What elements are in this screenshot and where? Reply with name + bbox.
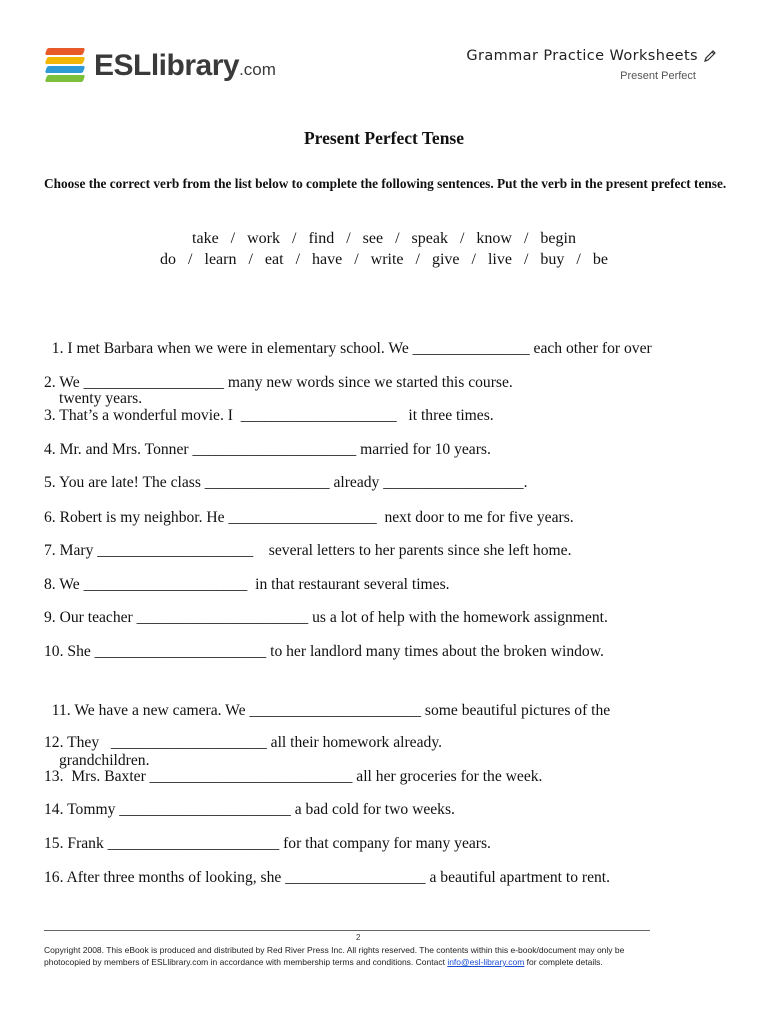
question-text: 7. Mary ____________________ several letters to her parents since she left home. — [44, 542, 572, 559]
question-text: 8. We _____________________ in that restaurant several times. — [44, 576, 450, 593]
question-text: 5. You are late! The class ________________ already __________________. — [44, 474, 528, 491]
worksheet-header — [466, 48, 718, 82]
instructions: Choose the correct verb from the list below to complete the following sentences. Put the verb in the present prefect tense. — [44, 176, 727, 191]
page-number: 2 — [356, 933, 361, 942]
question-10 — [44, 639, 754, 664]
question-16 — [44, 865, 754, 890]
series-title-text: Grammar Practice Worksheets — [466, 48, 698, 64]
question-text: 13. Mrs. Baxter __________________________ all her groceries for the week. — [44, 768, 543, 785]
esl-library-logo — [44, 44, 276, 88]
question-text: 14. Tommy ______________________ a bad cold for two weeks. — [44, 801, 455, 818]
question-text: 16. After three months of looking, she __________________ a beautiful apartment to rent. — [44, 869, 611, 886]
question-text-continued: grandchildren. — [59, 752, 150, 769]
series-title — [466, 48, 718, 64]
copyright-line-2-end: for complete details. — [524, 957, 603, 967]
question-9 — [44, 605, 754, 630]
question-8 — [44, 572, 754, 597]
copyright-line-2: photocopied by members of ESLlibrary.com in accordance with membership terms and conditions. Contact — [44, 957, 448, 967]
question-text: 1. I met Barbara when we were in elementary school. We _______________ each other for over — [51, 340, 652, 357]
question-15 — [44, 831, 754, 856]
question-4 — [44, 437, 754, 462]
question-13 — [44, 764, 754, 789]
question-text: 2. We __________________ many new words since we started this course. — [44, 374, 513, 391]
contact-email-link[interactable]: info@esl-library.com — [447, 957, 525, 967]
question-text: 6. Robert is my neighbor. He ___________________ next door to me for five years. — [44, 509, 574, 526]
question-7 — [44, 538, 754, 563]
pencil-icon — [702, 48, 718, 64]
question-5 — [44, 470, 754, 495]
question-text: 10. She ______________________ to her landlord many times about the broken window. — [44, 643, 604, 660]
question-text: 11. We have a new camera. We ______________________ some beautiful pictures of the — [51, 702, 611, 719]
verb-list-line-2: do / learn / eat / have / write / give / live / buy / be — [160, 251, 608, 268]
worksheet-title: Present Perfect Tense — [303, 128, 465, 148]
copyright-line-1: Copyright 2008. This eBook is produced and distributed by Red River Press Inc. All rights reserved. The contents within this e-book/document may only be — [44, 945, 625, 955]
verb-list-line-1: take / work / find / see / speak / know / begin — [192, 230, 576, 247]
footer-divider — [44, 930, 650, 931]
logo-wordmark: ESLlibrary.com — [94, 49, 276, 82]
topic-label: Present Perfect — [620, 70, 696, 82]
question-2 — [44, 370, 754, 395]
question-6 — [44, 505, 754, 530]
question-12 — [44, 730, 754, 755]
question-text: 9. Our teacher ______________________ us a lot of help with the homework assignment. — [44, 609, 608, 626]
question-text: 3. That’s a wonderful movie. I ____________________ it three times. — [44, 407, 494, 424]
question-text-continued: twenty years. — [59, 390, 143, 407]
question-text: 12. They ____________________ all their homework already. — [44, 734, 442, 751]
question-text: 15. Frank ______________________ for that company for many years. — [44, 835, 491, 852]
copyright-notice — [44, 944, 684, 968]
question-text: 4. Mr. and Mrs. Tonner _____________________ married for 10 years. — [44, 441, 491, 458]
question-14 — [44, 797, 754, 822]
books-logo-icon — [44, 44, 88, 88]
question-3 — [44, 403, 754, 428]
